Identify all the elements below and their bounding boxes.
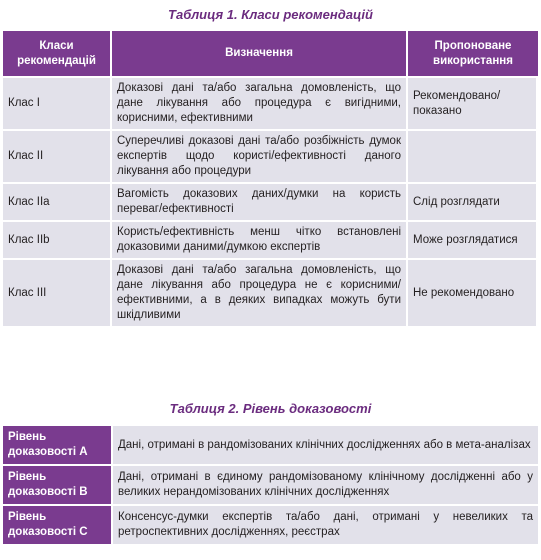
table-row	[3, 260, 538, 326]
class-cell: Клас III	[3, 260, 112, 326]
header-suggested-use: Пропоноване використання	[408, 31, 538, 76]
definition-cell: Вагомість доказових даних/думки на користь переваг/ефективності	[112, 184, 408, 220]
header-definition: Визначення	[112, 31, 408, 76]
level-definition-cell: Дані, отримані в рандомізованих клінічних дослідженнях або в мета-аналізах	[113, 426, 538, 464]
definition-cell: Доказові дані та/або загальна домовленість, що дане лікування або процедура не є корисними/ефективними, а в деяких випадках можуть бути шкідливими	[112, 260, 408, 326]
level-cell: Рівень доказовості B	[3, 466, 113, 504]
evidence-levels-table	[3, 424, 538, 546]
use-cell: Рекомендовано/ показано	[408, 78, 538, 129]
table-row	[3, 506, 538, 544]
level-cell: Рівень доказовості A	[3, 426, 113, 464]
class-cell: Клас II	[3, 131, 112, 182]
class-cell: Клас I	[3, 78, 112, 129]
table-row	[3, 426, 538, 464]
header-classes: Класи рекомендацій	[3, 31, 112, 76]
use-cell: Слід розглядати	[408, 184, 538, 220]
use-cell: Не рекомендовано	[408, 260, 538, 326]
level-definition-cell: Консенсус-думки експертів та/або дані, отримані у невеликих та ретроспективних дослідженнях, реєстрах	[113, 506, 538, 544]
table-row	[3, 78, 538, 129]
recommendation-classes-table	[3, 29, 538, 328]
use-cell	[408, 131, 538, 182]
table-row	[3, 131, 538, 182]
definition-cell: Доказові дані та/або загальна домовленість, що дане лікування або процедура є вигідними, корисними, ефективними	[112, 78, 408, 129]
table-row	[3, 466, 538, 504]
level-definition-cell: Дані, отримані в єдиному рандомізованому клінічному дослідженні або у великих нерандомізованих клінічних дослідженнях	[113, 466, 538, 504]
class-cell: Клас IIb	[3, 222, 112, 258]
class-cell: Клас IIa	[3, 184, 112, 220]
definition-cell: Користь/ефективність менш чітко встановлені доказовими даними/думкою експертів	[112, 222, 408, 258]
table-header-row	[3, 31, 538, 76]
table-row	[3, 184, 538, 220]
table1-title: Таблиця 1. Класи рекомендацій	[168, 7, 373, 22]
definition-cell: Суперечливі доказові дані та/або розбіжність думок експертів щодо користі/ефективності даного лікування або процедури	[112, 131, 408, 182]
table2-title: Таблиця 2. Рівень доказовості	[169, 401, 372, 416]
table-row	[3, 222, 538, 258]
use-cell: Може розглядатися	[408, 222, 538, 258]
level-cell: Рівень доказовості C	[3, 506, 113, 544]
